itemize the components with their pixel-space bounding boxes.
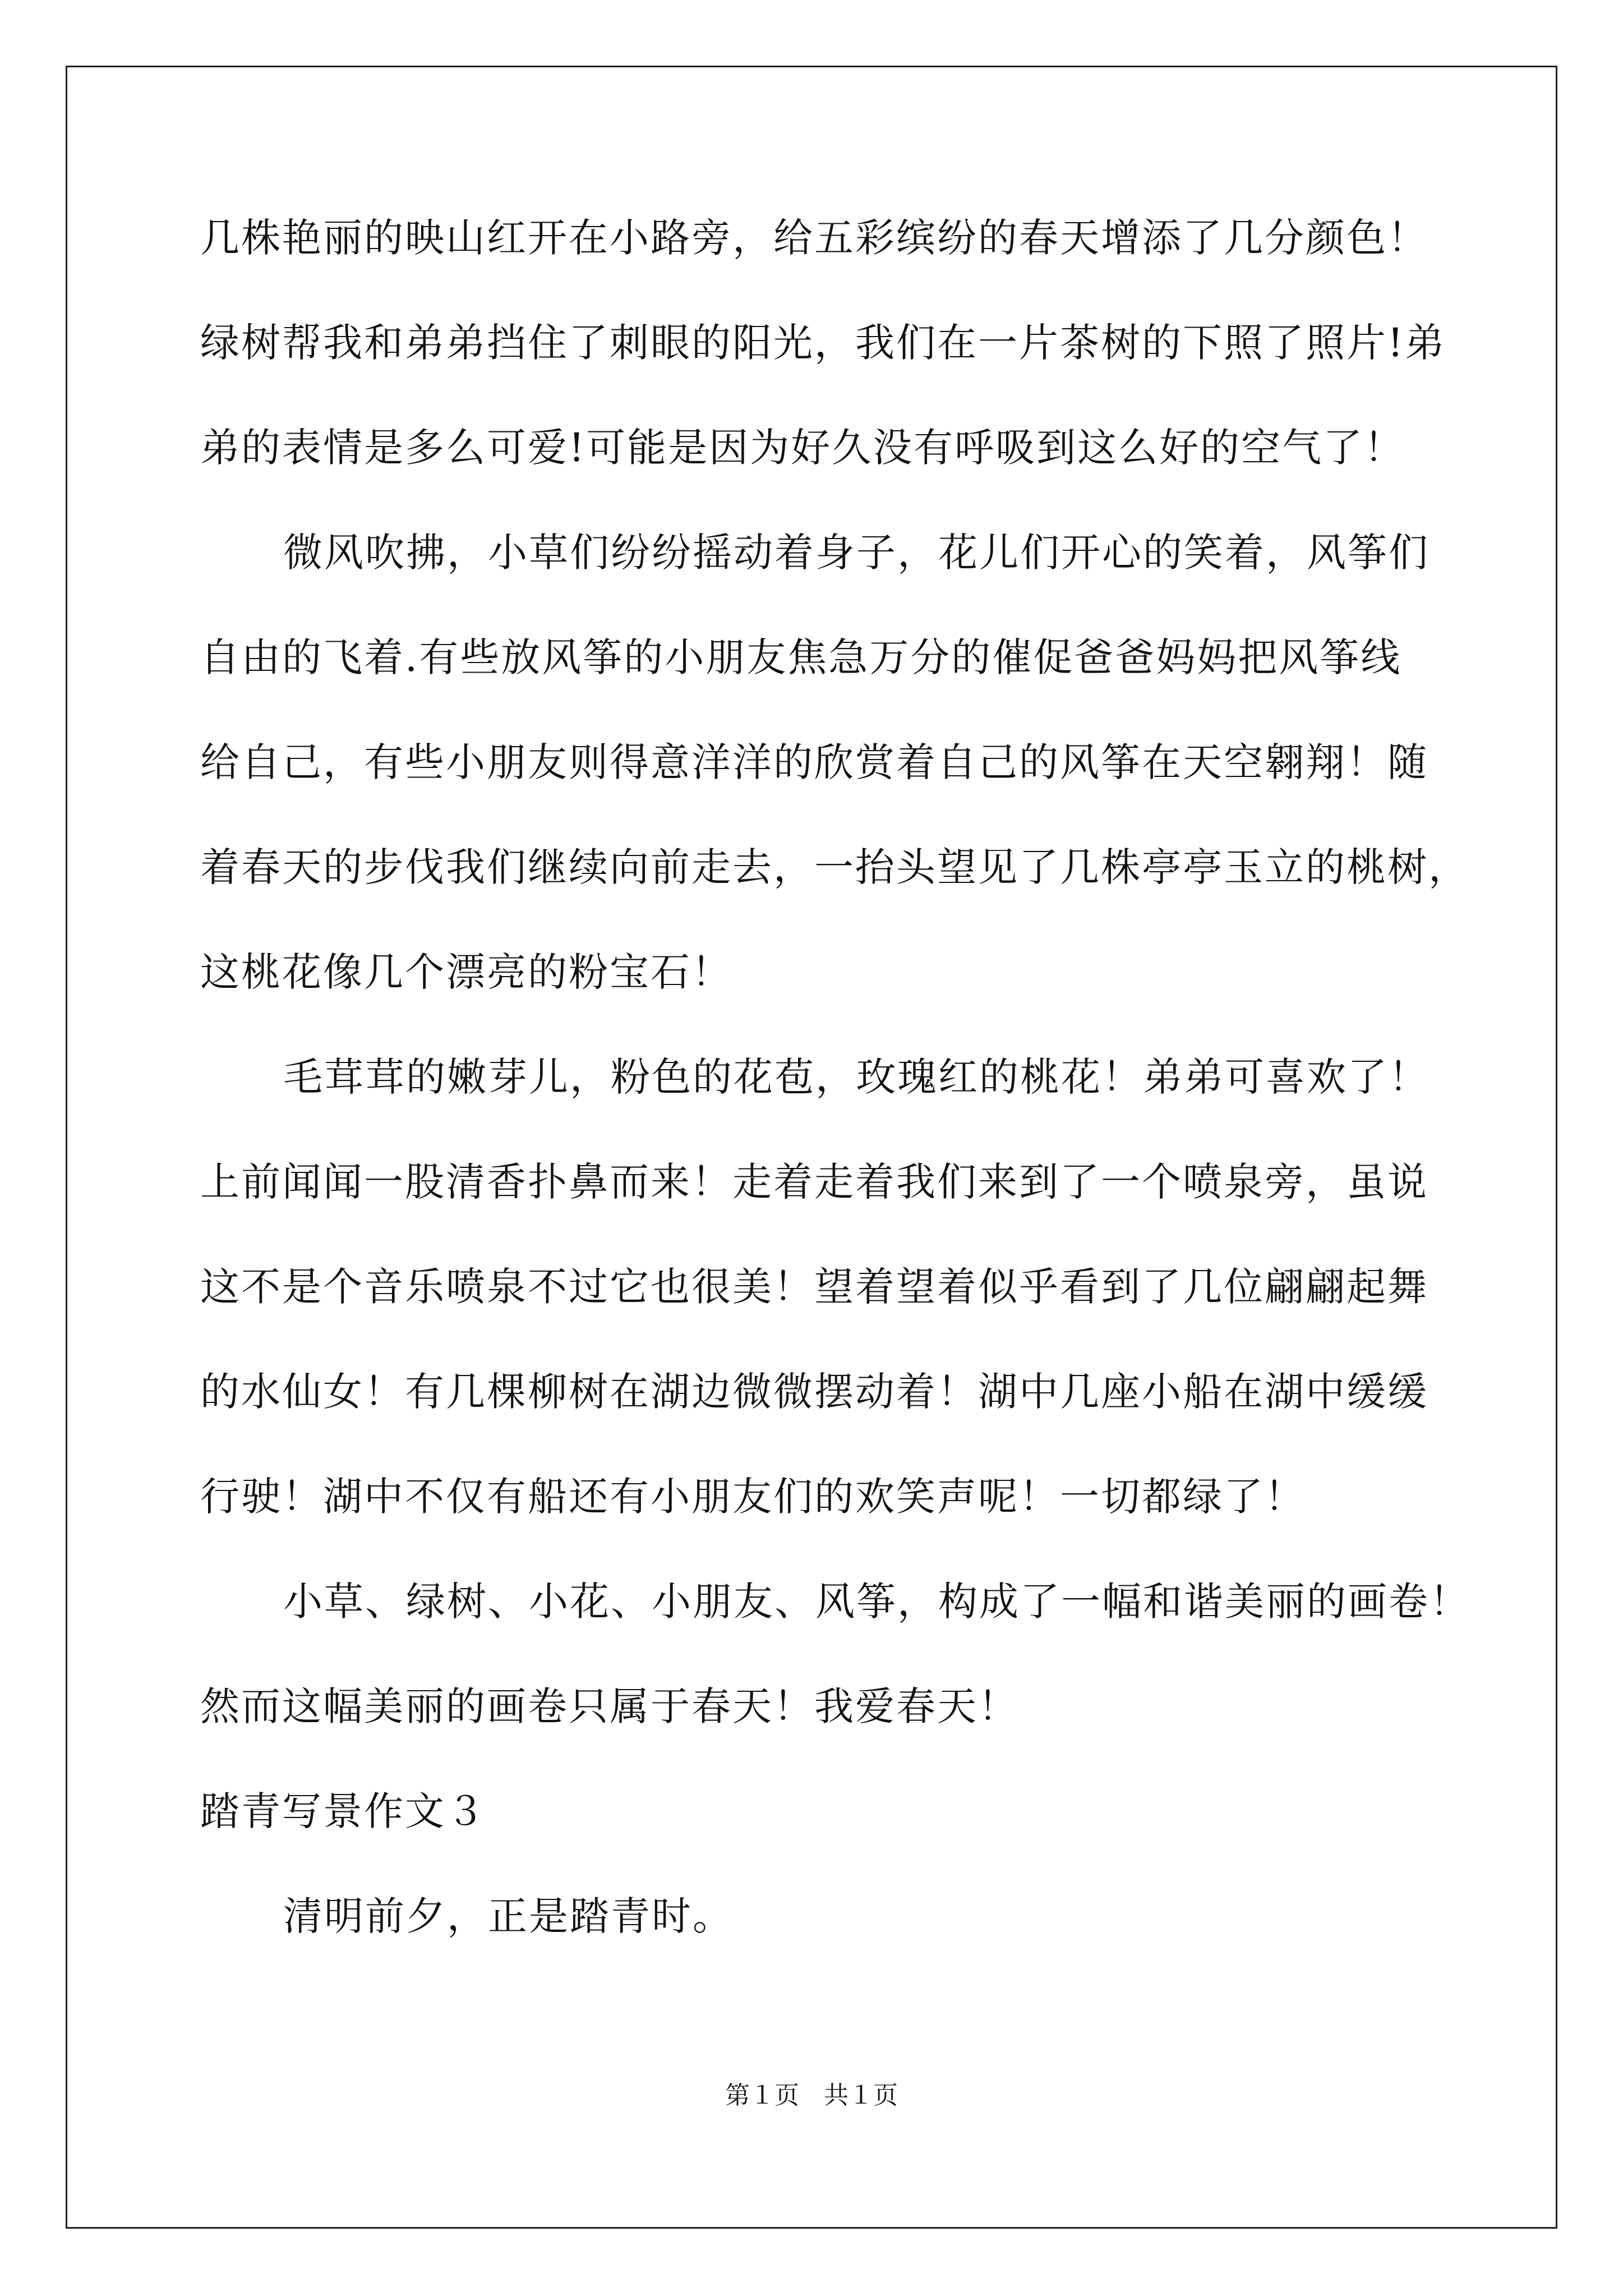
- text-line: 给自己，有些小朋友则得意洋洋的欣赏着自己的风筝在天空翱翔！随: [200, 739, 1428, 785]
- text-line: 然而这幅美丽的画卷只属于春天！我爱春天！: [200, 1683, 1019, 1729]
- text-line: 行驶！湖中不仅有船还有小朋友们的欢笑声呢！一切都绿了！: [200, 1474, 1306, 1520]
- text-line: 的水仙女！有几棵柳树在湖边微微摆动着！湖中几座小船在湖中缓缓: [200, 1369, 1428, 1415]
- text-line: 微风吹拂，小草们纷纷摇动着身子，花儿们开心的笑着，风筝们: [283, 530, 1430, 576]
- text-line: 几株艳丽的映山红开在小路旁，给五彩缤纷的春天增添了几分颜色！: [200, 215, 1428, 261]
- text-line: 这桃花像几个漂亮的粉宝石！: [200, 949, 732, 995]
- text-line: 自由的飞着.有些放风筝的小朋友焦急万分的催促爸爸妈妈把风筝线: [200, 634, 1402, 680]
- section-heading: 踏青写景作文３: [200, 1788, 487, 1834]
- text-line: 清明前夕，正是踏青时。: [283, 1893, 734, 1939]
- text-line: 上前闻闻一股清香扑鼻而来！走着走着我们来到了一个喷泉旁，虽说: [200, 1159, 1428, 1205]
- text-line: 这不是个音乐喷泉不过它也很美！望着望着似乎看到了几位翩翩起舞: [200, 1264, 1428, 1310]
- text-line: 毛茸茸的嫩芽儿，粉色的花苞，玫瑰红的桃花！弟弟可喜欢了！: [283, 1054, 1430, 1100]
- text-line: 小草、绿树、小花、小朋友、风筝，构成了一幅和谐美丽的画卷！: [283, 1579, 1470, 1625]
- text-line: 弟的表情是多么可爱!可能是因为好久没有呼吸到这么好的空气了！: [200, 425, 1405, 471]
- page-number-footer: 第１页 共１页: [725, 2081, 898, 2110]
- text-line: 着春天的步伐我们继续向前走去，一抬头望见了几株亭亭玉立的桃树，: [200, 844, 1469, 890]
- text-line: 绿树帮我和弟弟挡住了刺眼的阳光，我们在一片茶树的下照了照片!弟: [200, 320, 1446, 366]
